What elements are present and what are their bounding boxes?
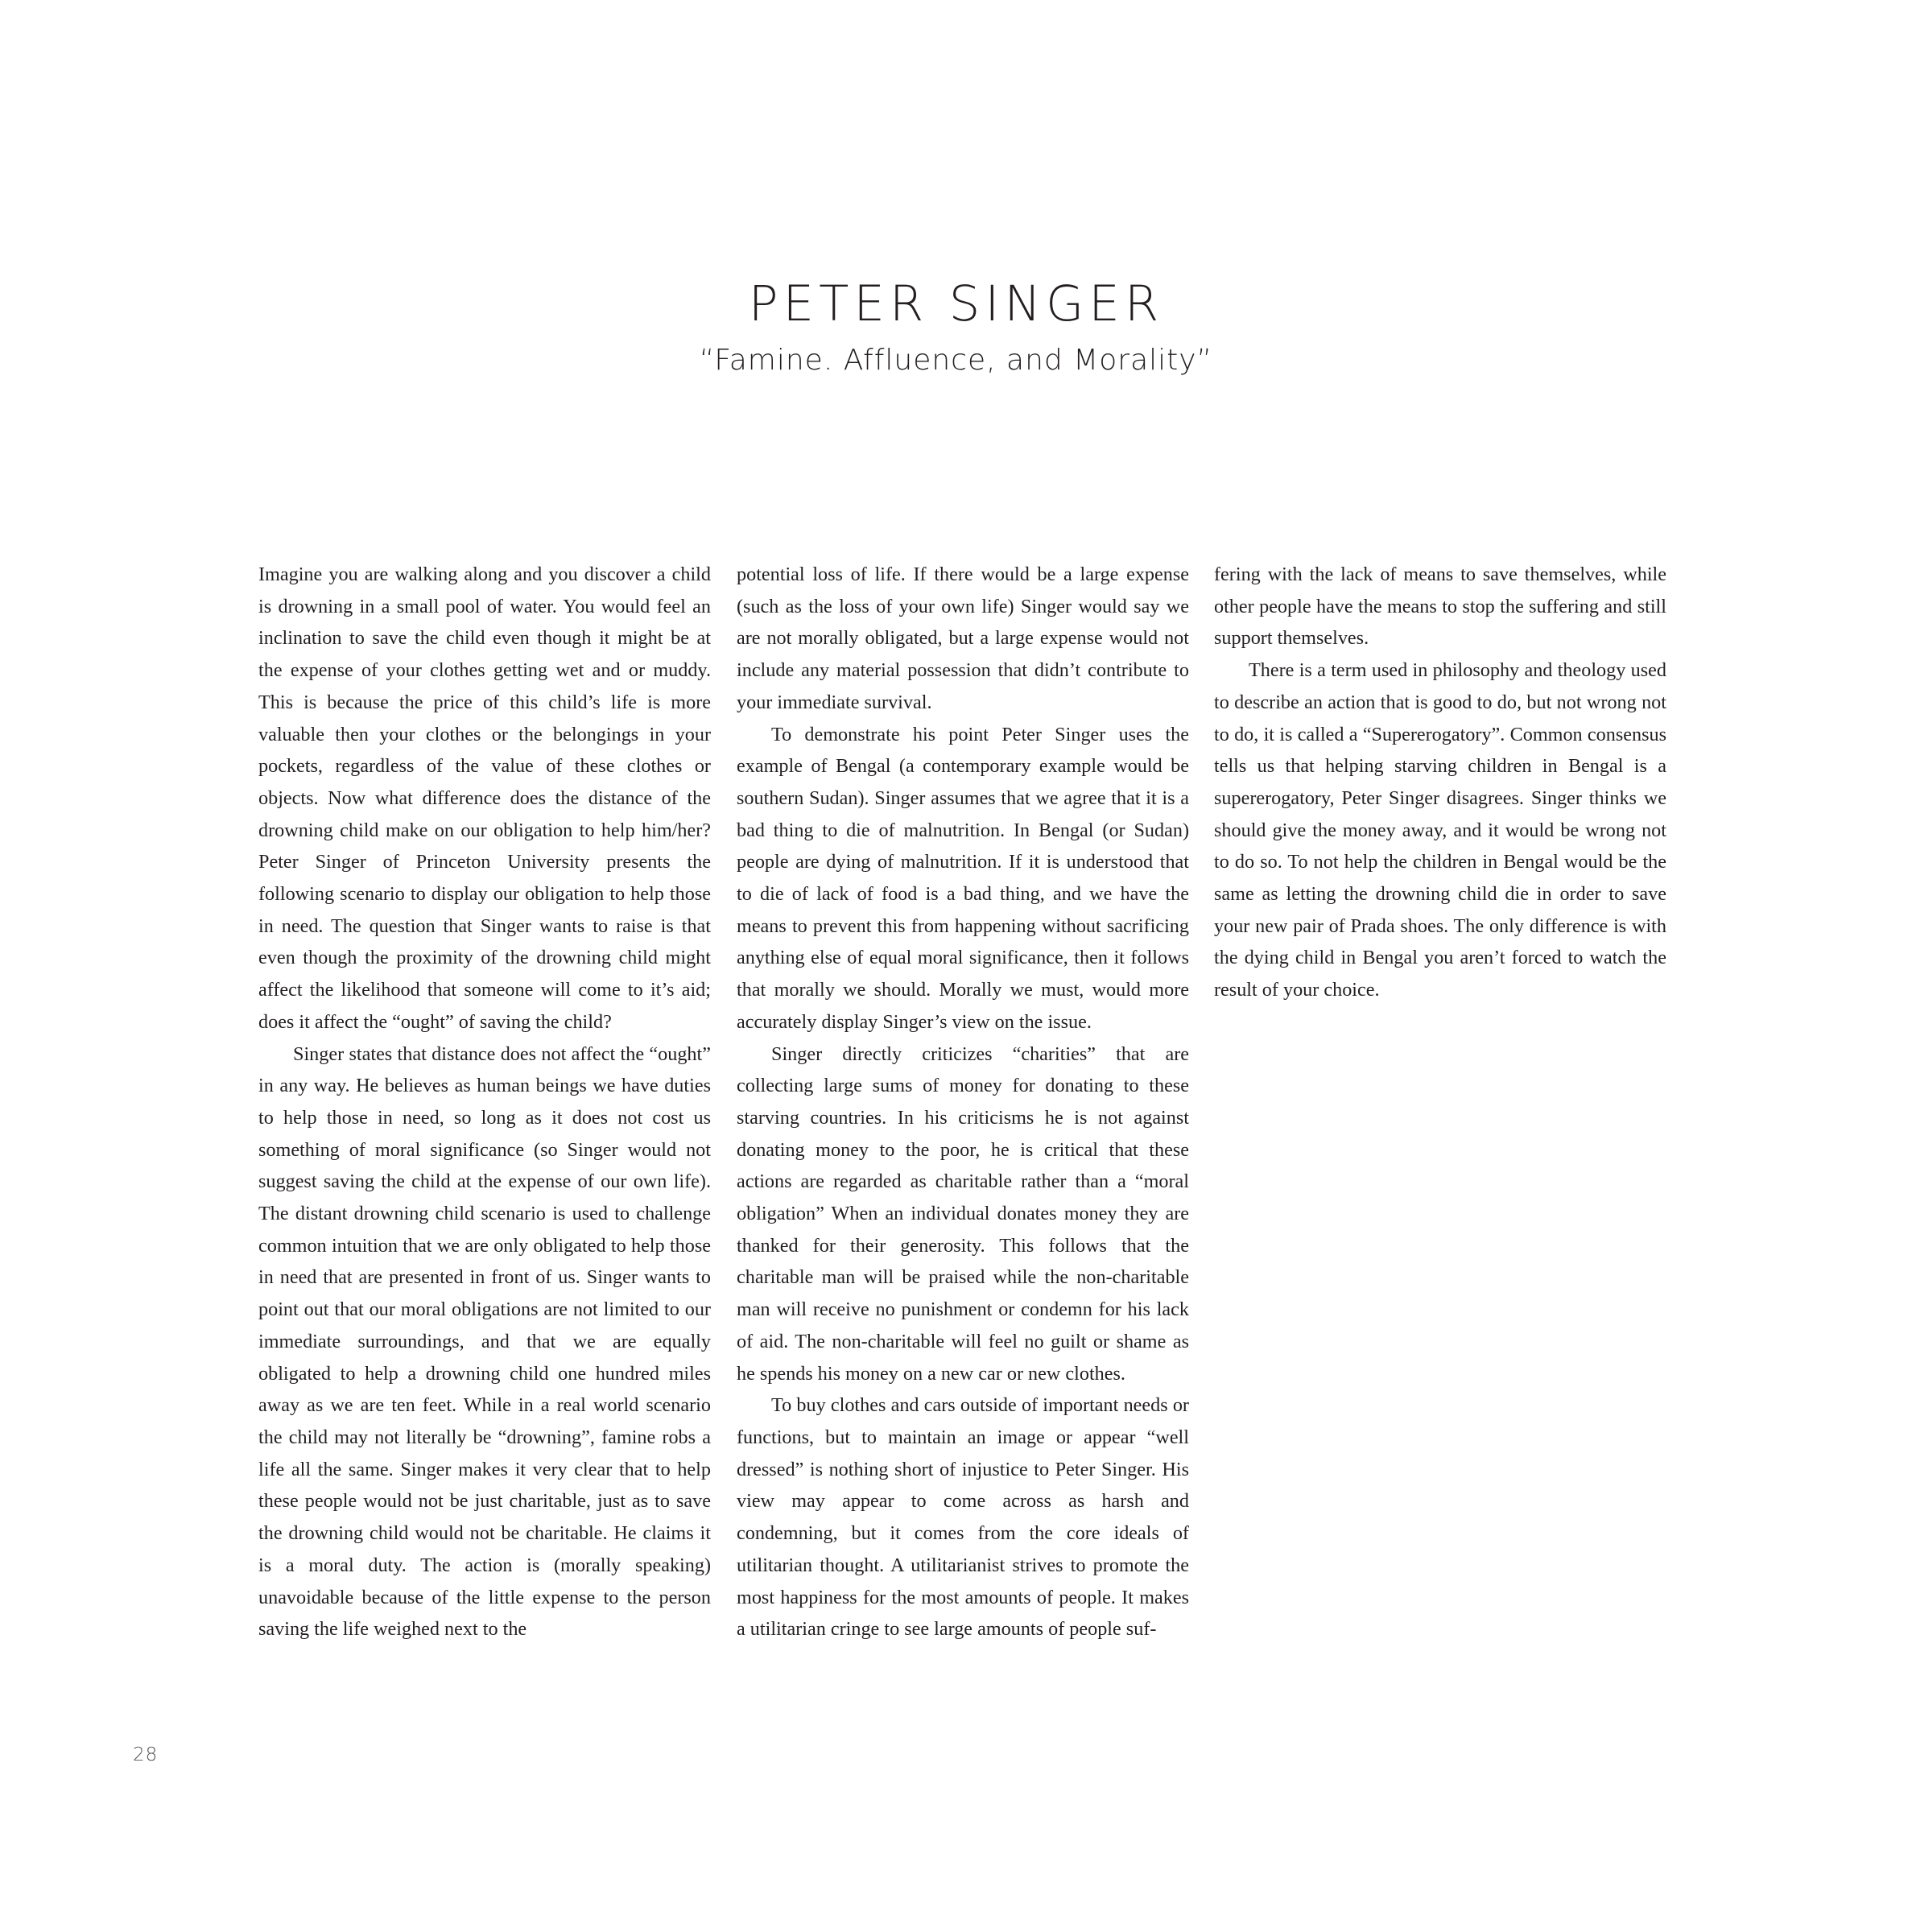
page-number: 28 bbox=[133, 1744, 159, 1765]
paragraph: Singer directly criticizes “charities” that are collecting large sums of money for donating to these starving countries. In his criticisms he is not against donating money to the poor, he is critical that these actions are regarded as charitable rather than a “moral obligation” When an individual donates money they are thanked for their generosity. This follows that the charitable man will be praised while the non-charitable man will receive no punishment or condemn for his lack of aid. The non-charitable will feel no guilt or shame as he spends his money on a new car or new clothes. bbox=[737, 1042, 1189, 1385]
text-column-2 bbox=[737, 559, 1189, 1645]
page-subtitle: “Famine. Affluence, and Morality” bbox=[699, 344, 1213, 377]
paragraph: potential loss of life. If there would be a large expense (such as the loss of your own life) Singer would say we are not morally obligated, but a large expense would not include any material possession that didn’t contribute to your immediate survival. bbox=[737, 564, 1189, 713]
paragraph: fering with the lack of means to save themselves, while other people have the means to stop the suffering and still support themselves. bbox=[1214, 564, 1666, 650]
page-title: PETER SINGER bbox=[748, 275, 1164, 332]
paragraph: To buy clothes and cars outside of important needs or functions, but to maintain an image or appear “well dressed” is nothing short of injustice to Peter Singer. His view may appear to come across as harsh and condemning, but it comes from the core ideals of utilitarian thought. A utilitarianist strives to promote the most happiness for the most amounts of people. It makes a utilitarian cringe to see large amounts of people suf- bbox=[737, 1394, 1189, 1641]
paragraph: Imagine you are walking along and you discover a child is drowning in a small pool of water. You would feel an inclination to save the child even though it might be at the expense of your clothes getting wet and or muddy. This is because the price of this child’s life is more valuable then your clothes or the belongings in your pockets, regardless of the value of these clothes or objects. Now what difference does the distance of the drowning child make on our obligation to help him/her? Peter Singer of Princeton University presents the following scenario to display our obligation to help those in need. The question that Singer wants to raise is that even though the proximity of the drowning child might affect the likelihood that someone will come to it’s aid; does it affect the “ought” of saving the child? bbox=[258, 564, 711, 1033]
paragraph: To demonstrate his point Peter Singer uses the example of Bengal (a contemporary example would be southern Sudan). Singer assumes that we agree that it is a bad thing to die of malnutrition. In Bengal (or Sudan) people are dying of malnutrition. If it is understood that to die of lack of food is a bad thing, and we have the means to prevent this from happening without sacrificing anything else of equal moral significance, then it follows that morally we should. Morally we must, would more accurately display Singer’s view on the issue. bbox=[737, 723, 1189, 1033]
text-column-3 bbox=[1214, 559, 1666, 1006]
text-column-1 bbox=[258, 559, 711, 1645]
paragraph: There is a term used in philosophy and theology used to describe an action that is good to do, but not wrong not to do, it is called a “Supererogatory”. Common consensus tells us that helping starving children in Bengal is a supererogatory, Peter Singer disagrees. Singer thinks we should give the money away, and it would be wrong not to do so. To not help the children in Bengal would be the same as letting the drowning child die in order to save your new pair of Prada shoes. The only difference is with the dying child in Bengal you aren’t forced to watch the result of your choice. bbox=[1214, 659, 1666, 1001]
paragraph: Singer states that distance does not affect the “ought” in any way. He believes as human beings we have duties to help those in need, so long as it does not cost us something of moral significance (so Singer would not suggest saving the child at the expense of our own life). The distant drowning child scenario is used to challenge common intuition that we are only obligated to help those in need that are presented in front of us. Singer wants to point out that our moral obligations are not limited to our immediate surroundings, and that we are equally obligated to help a drowning child one hundred miles away as we are ten feet. While in a real world scenario the child may not literally be “drowning”, famine robs a life all the same. Singer makes it very clear that to help these people would not be just charitable, just as to save the drowning child would not be charitable. He claims it is a moral duty. The action is (morally speaking) unavoidable because of the little expense to the person saving the life weighed next to the bbox=[258, 1042, 711, 1641]
